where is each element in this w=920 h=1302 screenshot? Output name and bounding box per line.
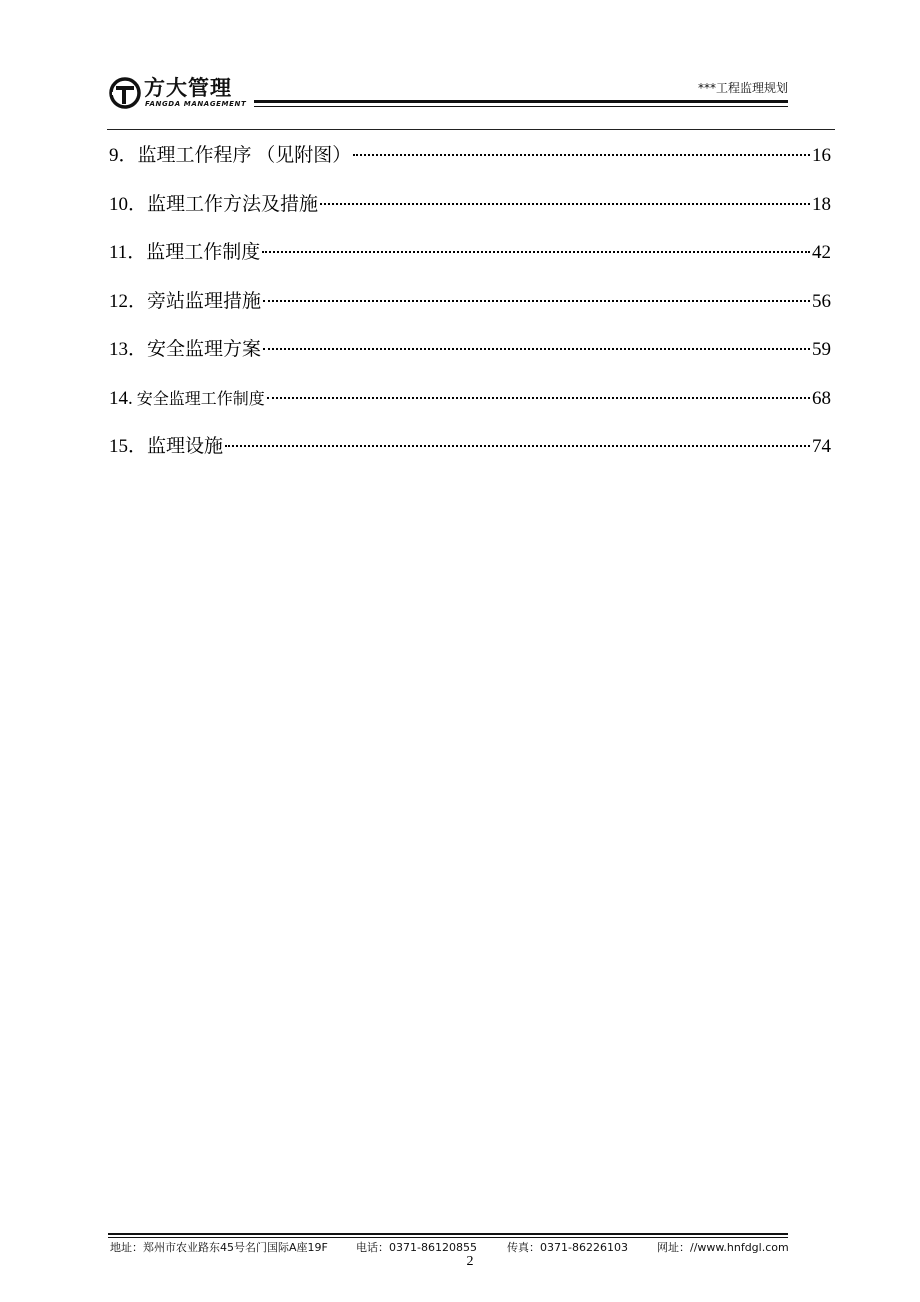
toc-entry[interactable]: [109, 286, 831, 335]
toc-entry-page: 56: [812, 290, 831, 312]
toc-entry-number: 14.: [109, 387, 133, 409]
footer-address: 地址：郑州市农业路东45号名门国际A座19F: [110, 1241, 328, 1254]
company-logo-emblem-icon: [108, 76, 142, 110]
toc-entry-number: 11．: [109, 242, 147, 263]
toc-entry-page: 68: [812, 387, 831, 409]
logo-english-name: FANGDA MANAGEMENT: [145, 100, 247, 108]
toc-dot-leader: [320, 199, 810, 205]
footer-rule-thick: [108, 1233, 788, 1235]
footer-phone: 电话：0371-86120855: [356, 1241, 477, 1254]
toc-entry-title: 安全监理方案: [147, 339, 262, 360]
toc-entry-number: 15．: [109, 436, 148, 457]
footer-rule-thin: [108, 1237, 788, 1238]
toc-entry[interactable]: [109, 431, 831, 480]
footer-website[interactable]: 网址：//www.hnfdgl.com: [657, 1241, 789, 1254]
footer-fax: 传真：0371-86226103: [507, 1241, 628, 1254]
toc-entry-title: 监理设施: [147, 436, 224, 457]
toc-entry-number: 12．: [109, 290, 148, 312]
toc-entry-page: 18: [812, 193, 831, 215]
toc-dot-leader: [267, 393, 810, 399]
page-header: [0, 0, 920, 135]
toc-entry[interactable]: [109, 237, 831, 286]
toc-entry-number: 9．: [109, 145, 138, 166]
toc-entry-title: 监理工作方法及措施: [147, 193, 319, 215]
toc-entry-number: 13．: [109, 339, 148, 360]
toc-entry[interactable]: [109, 334, 831, 383]
toc-dot-leader: [353, 150, 810, 156]
toc-entry-page: 16: [812, 145, 831, 166]
toc-entry-title: 安全监理工作制度: [136, 390, 265, 408]
header-divider: [107, 129, 835, 130]
toc-dot-leader: [262, 247, 810, 253]
toc-entry-title: 监理工作制度: [146, 242, 261, 263]
page-footer: [0, 1225, 920, 1302]
header-rule-thick: [254, 100, 788, 103]
header-rule-thin: [254, 106, 788, 107]
table-of-contents: [109, 140, 831, 480]
toc-entry[interactable]: [109, 140, 831, 189]
toc-dot-leader: [263, 344, 810, 350]
document-title: ***工程监理规划: [697, 81, 788, 95]
toc-entry-number: 10．: [109, 193, 148, 215]
logo-chinese-name: 方大管理: [144, 76, 232, 100]
company-logo: [108, 76, 248, 114]
toc-entry-page: 59: [812, 339, 831, 360]
toc-entry[interactable]: [109, 189, 831, 238]
page-number: 2: [466, 1254, 474, 1269]
toc-entry-page: 74: [812, 436, 831, 457]
toc-dot-leader: [225, 441, 810, 447]
toc-entry-title: 监理工作程序 （见附图）: [137, 145, 352, 166]
toc-entry-page: 42: [812, 242, 831, 263]
toc-entry-title: 旁站监理措施: [147, 290, 262, 312]
toc-dot-leader: [263, 296, 810, 302]
toc-entry[interactable]: [109, 383, 831, 432]
